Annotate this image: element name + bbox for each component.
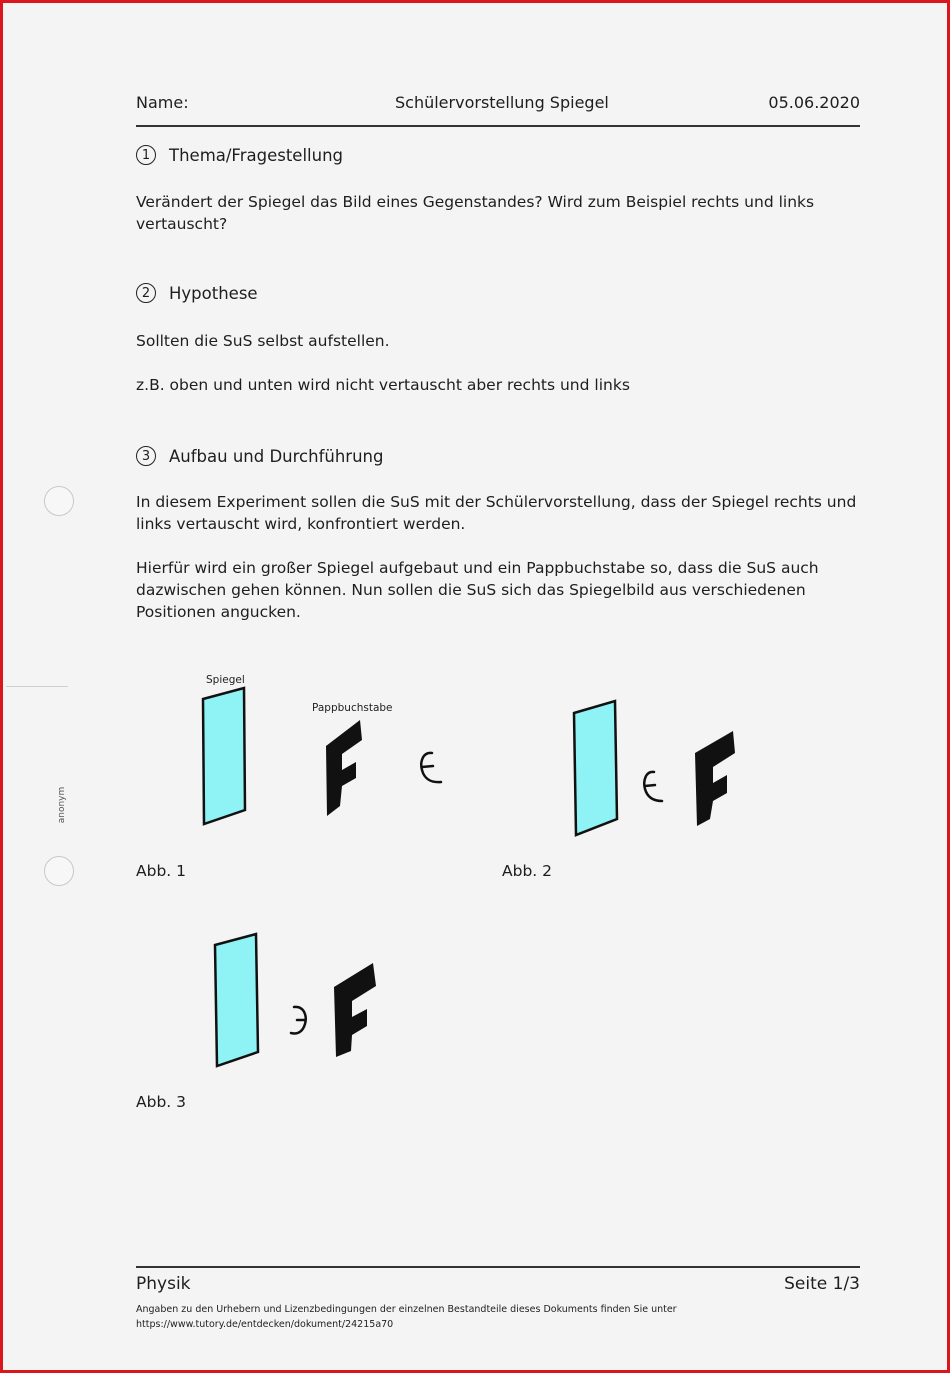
figure-1-letter-f <box>326 720 362 816</box>
fold-mark <box>6 686 68 687</box>
punch-hole-bottom <box>44 856 74 886</box>
section-heading-3 <box>136 446 383 466</box>
section-heading-1 <box>136 145 343 165</box>
section-3-paragraph-1: In diesem Experiment sollen die SuS mit der Schülervorstellung, dass der Spiegel rechts und links vertauscht wird, konfrontiert werden. <box>136 493 857 533</box>
figure-3 <box>205 925 385 1075</box>
section-2-paragraph-2: z.B. oben und unten wird nicht vertauscht aber rechts und links <box>136 376 630 394</box>
figure-1-mirror-label: Spiegel <box>206 674 245 686</box>
figure-3-eye <box>291 1007 306 1034</box>
footer-credit-line-1: Angaben zu den Urhebern und Lizenzbedingungen der einzelnen Bestandteile dieses Dokuments finden Sie unter <box>136 1304 677 1315</box>
footer-subject: Physik <box>136 1274 191 1294</box>
section-heading-2 <box>136 283 258 303</box>
section-number-2: 2 <box>136 283 156 303</box>
footer-credit-link[interactable]: https://www.tutory.de/entdecken/dokument/24215a70 <box>136 1319 394 1330</box>
figure-3-letter-f <box>334 963 376 1057</box>
figure-2-letter-f <box>695 731 735 826</box>
section-1-paragraph-1: Verändert der Spiegel das Bild eines Gegenstandes? Wird zum Beispiel rechts und links vertauscht? <box>136 193 815 233</box>
figure-2-mirror <box>574 701 617 835</box>
anonym-label: anonym <box>57 786 67 824</box>
section-title-2: Hypothese <box>169 283 258 303</box>
figure-1-mirror <box>203 688 245 824</box>
section-title-3: Aufbau und Durchführung <box>169 446 384 466</box>
figure-3-mirror <box>215 934 258 1066</box>
document-date: 05.06.2020 <box>768 93 860 112</box>
figure-1 <box>190 668 460 833</box>
figure-1-eye <box>421 753 441 782</box>
figure-2 <box>565 695 745 840</box>
figure-3-caption: Abb. 3 <box>136 1093 186 1111</box>
header-rule <box>136 125 860 127</box>
section-number-1: 1 <box>136 145 156 165</box>
section-number-3: 3 <box>136 446 156 466</box>
figure-2-eye <box>644 772 662 801</box>
section-3-paragraph-2: Hierfür wird ein großer Spiegel aufgebaut und ein Pappbuchstabe so, dass die SuS auch dazwischen gehen können. Nun sollen die SuS sich das Spiegelbild aus verschiedenen Positionen angucken. <box>136 559 819 621</box>
footer-rule <box>136 1266 860 1268</box>
section-title-1: Thema/Fragestellung <box>169 145 344 165</box>
document-title: Schülervorstellung Spiegel <box>395 93 609 112</box>
name-label: Name: <box>136 93 189 112</box>
figure-2-caption: Abb. 2 <box>502 862 552 880</box>
footer-page-number: Seite 1/3 <box>784 1274 860 1294</box>
figure-1-caption: Abb. 1 <box>136 862 186 880</box>
punch-hole-top <box>44 486 74 516</box>
figure-1-letter-label: Pappbuchstabe <box>312 702 393 714</box>
section-2-paragraph-1: Sollten die SuS selbst aufstellen. <box>136 332 390 350</box>
